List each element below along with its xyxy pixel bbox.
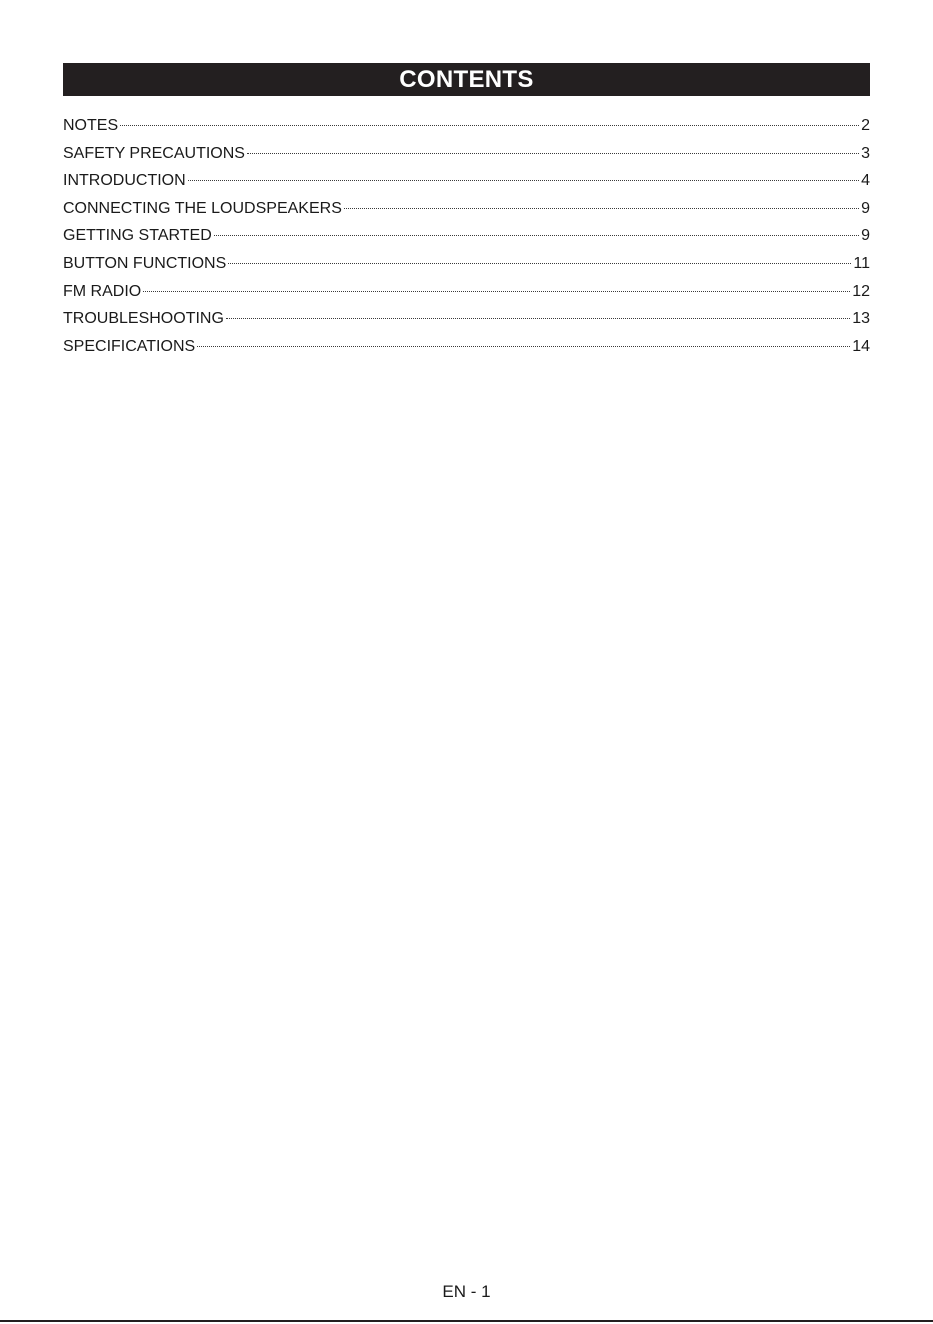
toc-entry-label: BUTTON FUNCTIONS [63,254,227,272]
toc-entry-page: 3 [861,144,870,162]
dot-leader [214,234,859,236]
toc-entry-label: NOTES [63,117,119,134]
toc-entry-page: 12 [852,282,870,300]
toc-entry-introduction[interactable] [63,167,870,195]
toc-entry-page: 4 [861,172,870,190]
toc-entry-label: INTRODUCTION [63,172,186,190]
dot-leader [197,345,850,347]
contents-title-bar [63,63,870,96]
toc-entry-safety-precautions[interactable] [63,140,870,168]
toc-entry-troubleshooting[interactable] [63,305,870,333]
toc-entry-page: 2 [861,117,870,134]
toc-entry-page: 9 [861,199,870,217]
toc-entry-label: SAFETY PRECAUTIONS [63,144,245,162]
toc-entry-label: GETTING STARTED [63,227,212,245]
dot-leader [188,179,859,181]
toc-entry-page: 9 [861,227,870,245]
toc-entry-getting-started[interactable] [63,222,870,250]
page-title: CONTENTS [399,65,534,93]
dot-leader [344,207,859,209]
toc-entry-label: TROUBLESHOOTING [63,310,224,328]
table-of-contents [63,112,870,360]
toc-entry-page: 13 [852,310,870,328]
dot-leader [247,152,859,154]
page-number: EN - 1 [442,1282,491,1301]
dot-leader [120,124,859,126]
toc-entry-page: 14 [852,337,870,355]
toc-entry-label: FM RADIO [63,282,142,300]
toc-entry-notes[interactable] [63,112,870,140]
dot-leader [226,317,850,319]
toc-entry-page: 11 [853,254,870,272]
toc-entry-label: CONNECTING THE LOUDSPEAKERS [63,199,342,217]
toc-entry-connecting-loudspeakers[interactable] [63,195,870,223]
dot-leader [143,290,850,292]
dot-leader [228,262,851,264]
toc-entry-fm-radio[interactable] [63,278,870,306]
toc-entry-button-functions[interactable] [63,250,870,278]
bottom-divider [0,1320,933,1322]
toc-entry-label: SPECIFICATIONS [63,337,196,355]
toc-entry-specifications[interactable] [63,333,870,361]
